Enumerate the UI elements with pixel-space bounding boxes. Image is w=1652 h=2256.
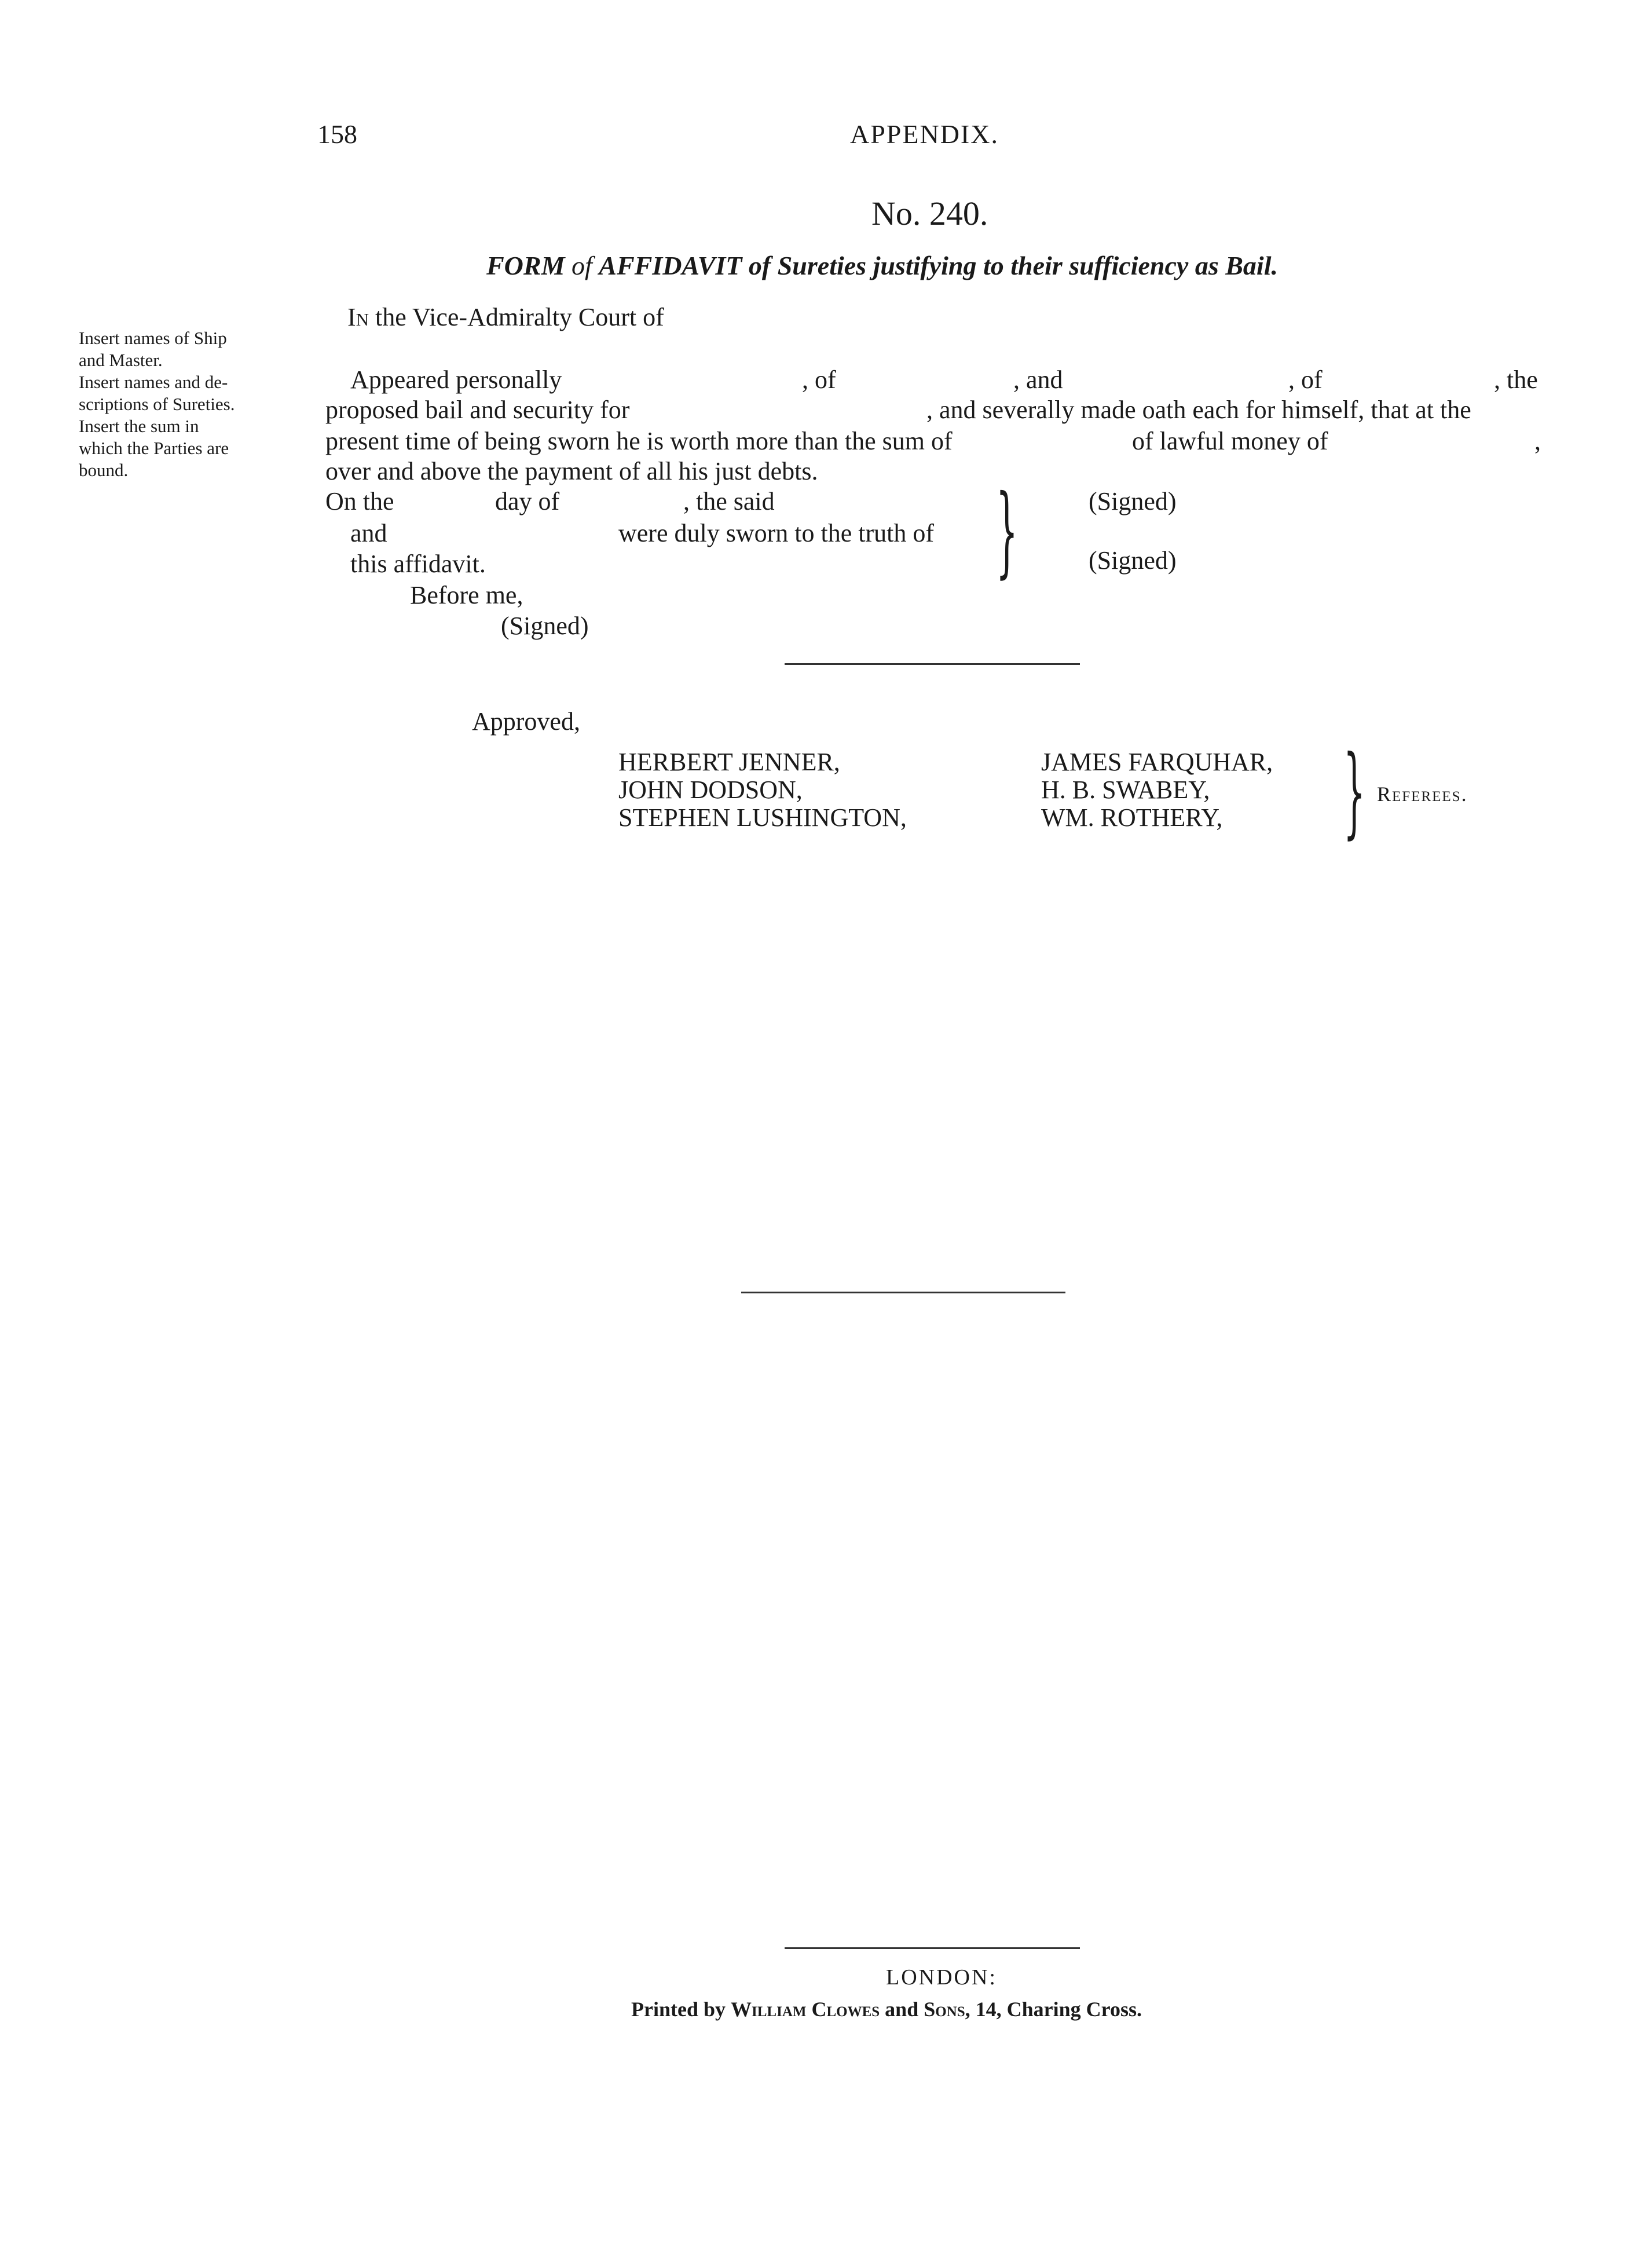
form-title [486,250,1278,281]
jurat-before: Before me, [410,581,523,609]
para-line3-c: , [1534,427,1541,455]
para-line1-a: Appeared personally [350,365,562,394]
form-title-form: FORM [486,251,565,280]
margin-note-line: bound. [79,460,129,480]
footer-printed-by: Printed by [631,1998,726,2021]
jurat-line3: this affidavit. [350,550,486,578]
para-line3-b: of lawful money of [1132,427,1328,455]
jurat-brace: } [996,474,1018,588]
margin-note-line: Insert names and de- [79,372,228,392]
court-line [347,302,664,332]
footer-printer-and: and [885,1998,919,2021]
footer-address: 14, Charing Cross. [975,1998,1142,2021]
para-line3-a: present time of being sworn he is worth more than the sum of [325,427,953,455]
jurat-line1-c: , the said [683,487,775,515]
margin-note-line: Insert names of Ship [79,328,227,348]
jurat-signed-officer: (Signed) [501,612,589,640]
referee-name: JOHN DODSON, [618,776,803,804]
footer-printer-sons: Sons, [924,1998,970,2021]
section-rule [785,663,1080,665]
form-title-rest: of Sureties justifying to their sufficiency as Bail. [748,251,1278,280]
running-head: APPENDIX. [850,119,999,149]
referee-name: WM. ROTHERY, [1041,803,1223,832]
referees-brace: } [1343,734,1365,849]
para-line2-a: proposed bail and security for [325,396,630,424]
referee-name: H. B. SWABEY, [1041,776,1210,804]
approval-right-column [1041,748,1273,832]
para-line1-e: , the [1494,365,1538,394]
form-title-of: of [571,251,592,280]
footer-printer-name: William Clowes [731,1998,880,2021]
form-title-affidavit: AFFIDAVIT [599,251,742,280]
margin-note-line: which the Parties are [79,438,229,458]
referee-name: JAMES FARQUHAR, [1041,748,1273,776]
para-line2-b: , and severally made oath each for himself, that at the [926,396,1471,424]
margin-note-line: and Master. [79,350,163,370]
closing-rule [741,1292,1065,1293]
footer-city: LONDON: [886,1965,997,1990]
margin-note-line: Insert the sum in [79,416,199,436]
margin-note-line: scriptions of Sureties. [79,394,235,414]
referees-label: Referees. [1377,783,1468,806]
footer-printer [631,1997,1142,2021]
court-line-rest: the Vice-Admiralty Court of [375,303,664,331]
form-number: No. 240. [871,195,988,232]
approval-label: Approved, [472,707,580,736]
page-number: 158 [317,119,357,149]
referee-name: STEPHEN LUSHINGTON, [618,803,907,832]
para-line1-d: , of [1288,365,1323,394]
margin-notes [79,327,310,481]
approval-left-column [618,748,907,832]
jurat-signed-2: (Signed) [1089,546,1177,575]
jurat-signed-1: (Signed) [1089,487,1177,515]
para-line1-b: , of [802,365,836,394]
jurat-line2-a: and [350,519,387,547]
jurat-line2-b: were duly sworn to the truth of [618,519,934,547]
footer-rule [785,1947,1080,1949]
jurat-line1-b: day of [495,487,560,515]
para-line4: over and above the payment of all his just debts. [325,457,818,485]
referee-name: HERBERT JENNER, [618,748,840,776]
para-line1-c: , and [1013,365,1063,394]
court-line-lead: In [347,303,369,331]
jurat-line1-a: On the [325,487,394,515]
